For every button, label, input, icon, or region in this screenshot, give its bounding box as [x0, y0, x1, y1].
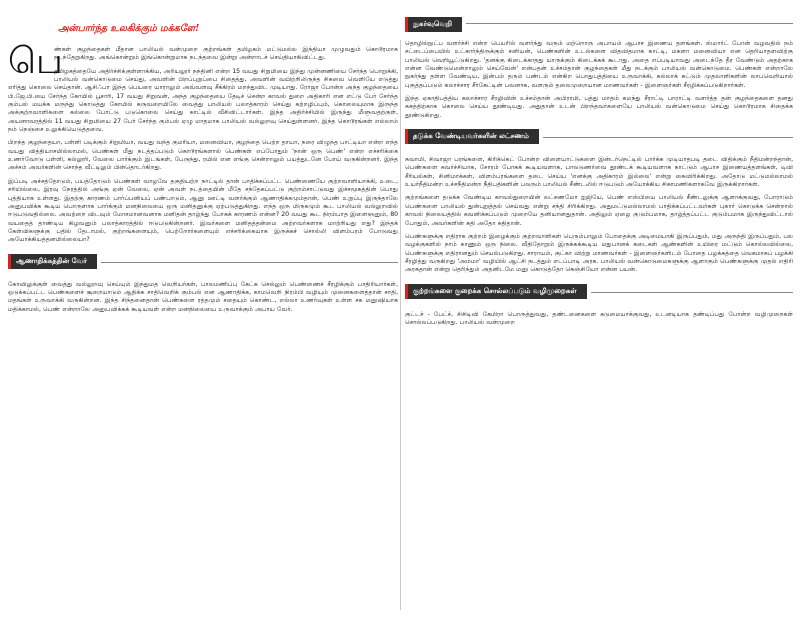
left-column: [8, 0, 398, 618]
section-heading-consumerism: [405, 13, 793, 34]
tagline: அன்பார்ந்த உலகிக்கும் மக்களே!: [58, 23, 200, 35]
section-heading-label: குற்றங்களை குறைக்க சொல்லப்படும் வழிமுறைகள்: [405, 284, 587, 299]
paragraph-alcohol: பெண்களுக்கு எதிராக குற்றம் இழைக்கும் குற்றவாளிகள் பெரும்பாலும் போதைக்கு அடிமையாகி இருப்பதும், மது அருந்தி இருப்பதும், பல வழக்குகளில் நாம் காணும் ஒரு நிலை. வீதிதோறும் இருக்கக்கூடிய மதுபானக் கடைகள் ஆண்களின் உயிரை மட்டும் கொல்லவில்லை, பெண்களுக்கு எதிரானதும் செயல்படுகிறது. சாராயம், குட்கா விற்று மாணவர்கள் - இளைஞர்களிடம் போதை பழக்கத்தை வெகமாகப் பழக்கி சீரழித்து வருகிறது 'அம்மா' வழியில் ஆட்சி நடத்தும் எடப்பாடி அரசு. பாலியல் வன்கொடுமைகளுக்கு ஆளாகும் பெண்களுக்கு முதல் எதிரி அரசுதான் என்று தெரிந்தும் அதனிடமே மனு கொடுத்தோ கெஞ்சியோ என்ன பயன்.: [405, 232, 793, 274]
section-heading-measures: [405, 280, 793, 305]
section-heading-label: ஆணாதிக்கத்தின் வேர்: [8, 254, 97, 269]
section-heading-patriarchy-root: [8, 250, 398, 275]
paragraph-fear: பிறந்த குழந்தையா, பள்ளி படிக்கும் சிறுமியா, வயது வந்த குமரியா, மனைவியா, குழந்தை பெற்ற தாயா, நரை விழுந்த பாட்டியா என்ற எந்த வயது வித்தியாசமில்லாமல், பெண்கள் மீது நடத்தப்படும் கொடூரங்களால் பெண்கள் எப்போதும் 'நான் ஒரு பெண்' என்ற எச்சரிக்கை உணர்வோடு பள்ளி, கல்லூரி, வேலை பார்க்கும் இடங்கள், பேருந்து, ரயில் என எங்கு சென்றாலும் பயத்துடனே போய் வருகின்றனர். இந்த அச்சம் அவர்களின் சொந்த வீட்டிலும் பின்தொடர்கிறது.: [8, 139, 398, 172]
paragraph-methods: குட்டச் - பேட்ச், சிசிடிவி கேமிரா பொருத்துவது, தண்டனைகளை கடுமையாக்குவது, உடனடியாக தண்டிப்பது போன்ற வழிமுறைகள் சொல்லப்படுகிறது. பாலியல் வன்முறை: [405, 310, 793, 326]
section-heading-preventers: [405, 125, 793, 150]
intro-text: ண்கள் குழந்தைகள் மீதான பாலியல் வன்முறை குற்றங்கள் தமிழகம் மட்டுமல்ல இந்தியா முழுவதும் கொடூரமாக நடந்தேறுகிறது. அங்கொன்றும் இங்கொன்றுமாக நடந்தவை இன்று அன்றாடச் செய்தியாகிவிட்டது.: [54, 46, 398, 62]
section-heading-label: நுகர்வுவெறி: [405, 17, 462, 32]
tagline-band: [8, 18, 398, 40]
dropcap: பெ: [8, 41, 63, 82]
paragraph-courts: சுவாமி, சிவாஜா பரங்களை, கிரிக்கெட் போன்ற விளையாட்டுகளை இன்டர்நெட்டில் பார்க்க முடியாதபடி தடை விதிக்கும் நீதிமன்றந்தான், பெண்களை கவர்ச்சியாக, சோரம் போகக் கூடியவளாக, பாலடுணர்வை தூண்டக் கூடியவளாக காட்டும் ஆபாச இணையத்தளங்கள், டிவி சீரியல்கள், சினிமாக்கள், விளம்பரங்களை தடை செய்ய 'எனக்கு அதிகாரம் இல்லை' என்று கைவிரிக்கிறது. அதோடு மட்டுமல்லாமல் உயர்நீதிமன்ற உச்சநீதிமன்ற நீதிபதிகளின் பலரும் பாலியல் சீண்டலில் ஈடுபடும் அயோக்கிய சிகாமணிகளாகவே இருக்கிறார்கள்.: [405, 156, 793, 189]
heading-rule: [543, 137, 793, 138]
paragraph-internet: தொழில்நுட்ப வளர்ச்சி என்ற பெயரில் வளர்ந்து வரும் மற்றொரு அபாயம் ஆபாச இணைய தளங்கள். ஸ்மார்ட் போன் வழவதில் நம் சட்டைப்பையில் உட்கார்ந்திருக்கும் சனியன், பெண்களின் உடல்களை விதவிதமாக காட்டி, மகளா மனைவியா என தெரியாதளவிற்கு பாலியல் வெறியூட்டுகிறது. 'தனக்கு கிடைக்காதது யாருக்கும் கிடைக்கக் கூடாது. அதை எப்படியாவது அடைந்தே தீர வேண்டும் அதற்காக என்ன வேண்டுமென்றாலும் செய்வேன்' என்பதன் உச்சம்தான் குழந்தைகள் மீது நடக்கும் பாலியல் வன்கொடுமை. பெண்கள் என்றாலே நுகர்ந்து தள்ள வேண்டிய, இன்பம் தரும் பண்டம் என்கிற பொதுபுத்தியை உருவாக்கி, கல்லாக் கட்டும் முதலாளிகளின் லாபவெறியால் புகுத்தப்படும் கலாச்சார சீர்கேட்டின் பலனாக, வளரும் தலைமுறையான மாணவர்கள் - இளைஞர்கள் சீரழிக்கப்படுகிறார்கள்.: [405, 40, 793, 89]
section-heading-label: தடுக்க வேண்டியவர்களின் லட்சணம்: [405, 129, 539, 144]
intro-paragraph: [8, 41, 398, 82]
heading-rule: [101, 262, 398, 263]
paragraph-society: இப்படி அச்சத்தோடும், பயத்தோடும் பெண்கள் வாழவே தகுதியற்ற நாட்டில் தான் பாதிக்கப்பட்ட பெண்ணையே குற்றவாளியாக்கி, உடை, சரியில்லை, இரவு நேரத்தில் அங்கு ஏன் வேலை, ஏன் அவள் நடத்தையின் மீதே சந்தேகப்பட்டு குற்றம்சாட்டுவது இச்சமூகத்தின் பொது புத்தியாக உள்ளது. இதற்கு காரணம் பார்ப்பனியப் பண்பாடும், ஆனு ஊட்டி வளர்க்கும் ஆணாதிக்கமும்தான், பெண் உறுப்பு இருந்தாலே அனுபவிக்க கூடிய பொருளாக பார்க்கும் மனநிலையை ஒரு மனிதனுக்கு ஏற்படுத்துகிறது. எந்த ஒரு மிருகமும் கூட பாலியல் வல்லுறவில் ஈடுபடுவதில்லை. அவற்றை விடவும் மோசமானவனாக மனிதன் தாழ்ந்து போகக் காரணம் என்ன? 20 வயது கூட நிரம்பாத இளைஞனும், 80 வயதைத் தாண்டிய கிழவனும் பலாத்காரத்தில் ஈடுபடுகின்றனர். இவர்களை மனிதத்தன்மை அற்றவர்களாக மாற்றியது எது? இந்தக் கேள்விகளுக்கு பதில் தேடாமல், குற்றங்களையும், பெற்றோர்களையும் எச்சரிக்கையாக இருக்கச் சொல்லி விளம்பரம் போடுவது அயோக்கியத்தனமில்லையா?: [8, 177, 398, 244]
right-top-band: [405, 0, 793, 40]
paragraph-police: குற்றங்களை தடுக்க வேண்டிய காவல்துறையின் லட்சணமோ ஐஜியே, பெண் எஸ்பியை பாலியல் சீண்டலுக்கு ஆளாக்குவது, போராடும் பெண்களை பாலியல் துன்புறுத்தல் செய்வது என்று சந்தி சிரிக்கிறது. அதுமட்டுமல்லாமல் பாதிக்கப்பட்டவர்கள் புகார் கொடுக்க சென்றால் காவல் நிலையத்தில் கவனிக்கப்படும் முறையே தனியானதுதான். அதிலும் ஏழை குடும்பமாக, தாழ்த்தப்பட்ட குடும்பமாக இருந்துவிட்டால் போதும், அவர்களின் கதி அதோ கதிதான்.: [405, 194, 793, 227]
paragraph-incidents: தமிழகத்தையே அதிர்ச்சிக்குள்ளாக்கிய, அரியலூர் நந்தினி என்ற 15 வயது சிறுமியை இந்து முன்னணியை சேர்ந்த பொறுக்கி, பாலியல் வன்கொடுமை செய்து, அவளின் பிறப்புறுப்பை சிதைத்து, அவளின் வயிற்றிலிருந்த சிசுவை வெளியே எடுத்து எரித்து கொலை செய்தான். ஆசிஃபா இந்த பெயரை யாராலும் அவ்வளவு சீக்கிரம் மறந்துவிட முடியாது. ரோஜா போன்ற அந்த குழந்தையை பி.ஜே.பி.யை சேர்ந்த கோயில் பூசாரி, 17 வயது சிறுவன், அந்த குழந்தையை தேடிச் சென்ற காவல் துறை அதிகாரி என எட்டு பேர் சேர்ந்த கும்பல் மயக்க மருந்து கொடுத்து கோயில் கருவறையிலே வைத்து பாலியல் பலாத்காரம் செய்து கற்றழிப்பும், கொலையுமாக இருந்த அக்குற்றவாளிகளை கல்லை போட்டு படுகொலை செய்து காட்டில் வீசிவிட்டார்கள். இந்த அதிர்ச்சியில் இருந்து மீளுவதற்குள், அயனாவரத்தில் 11 வயது சிறுமியை 27 பேர் சேர்ந்த கும்பல் ஏழு மாதமாக பாலியல் வல்லுறவு செய்துள்ளனர். இந்த கொடூரங்கள் எல்லாம் நம் நெஞ்சை உலுக்கியெடுத்தவை.: [8, 67, 398, 134]
heading-rule: [466, 23, 793, 24]
paragraph-religion-caste: கோவிலுக்குள் வைத்து வல்லுறவு செய்யும் இந்துமத வெறியர்கள், பாலமணிப்பு கேட்க செல்லும் பெண்ணைச் சீரழிக்கும் பாதிரியார்கள், ஒடுக்கப்பட்ட பெண்களைச் சூறையாடும் ஆதிக்க சாதிவெறிக் கும்பல் என ஆணாதிக்க, காமவெறி நிரம்பி வழியும் முனைகளைத்தான் சாதி, மதங்கள் உருவாக்கி வருகின்றன. இந்த சிந்தனைதான் பெண்களை ரத்தமும் சதையும் கொண்ட, எல்லா உணர்வுகள் உள்ள சக மனுஷியாக மதிக்காமல், பெண் என்றாலே அனுபவிக்கக் கூடியவள் என்ற மனநிலையை உருவாக்கும் அபாய வேர்.: [8, 280, 398, 313]
right-column: [405, 0, 793, 618]
paragraph-culture: இந்த ஏகாதிபத்திய கலாச்சார சீரழிவின் உச்சம்தான் அபிராமி, புத்து மாதம் சுமந்து சீராட்டி பாராட்டி வளர்த்த தன் குழந்தைகளை தனது சுகத்திற்காக கொலை செய்ய தூண்டியது. அதுதான் உடன் பிறந்தவர்களையே பாலியல் வன்கொடுமை செய்து கொடூரமாக சிதைக்க தூண்டுகிறது.: [405, 95, 793, 119]
heading-rule: [591, 292, 793, 293]
column-divider: [400, 40, 401, 610]
